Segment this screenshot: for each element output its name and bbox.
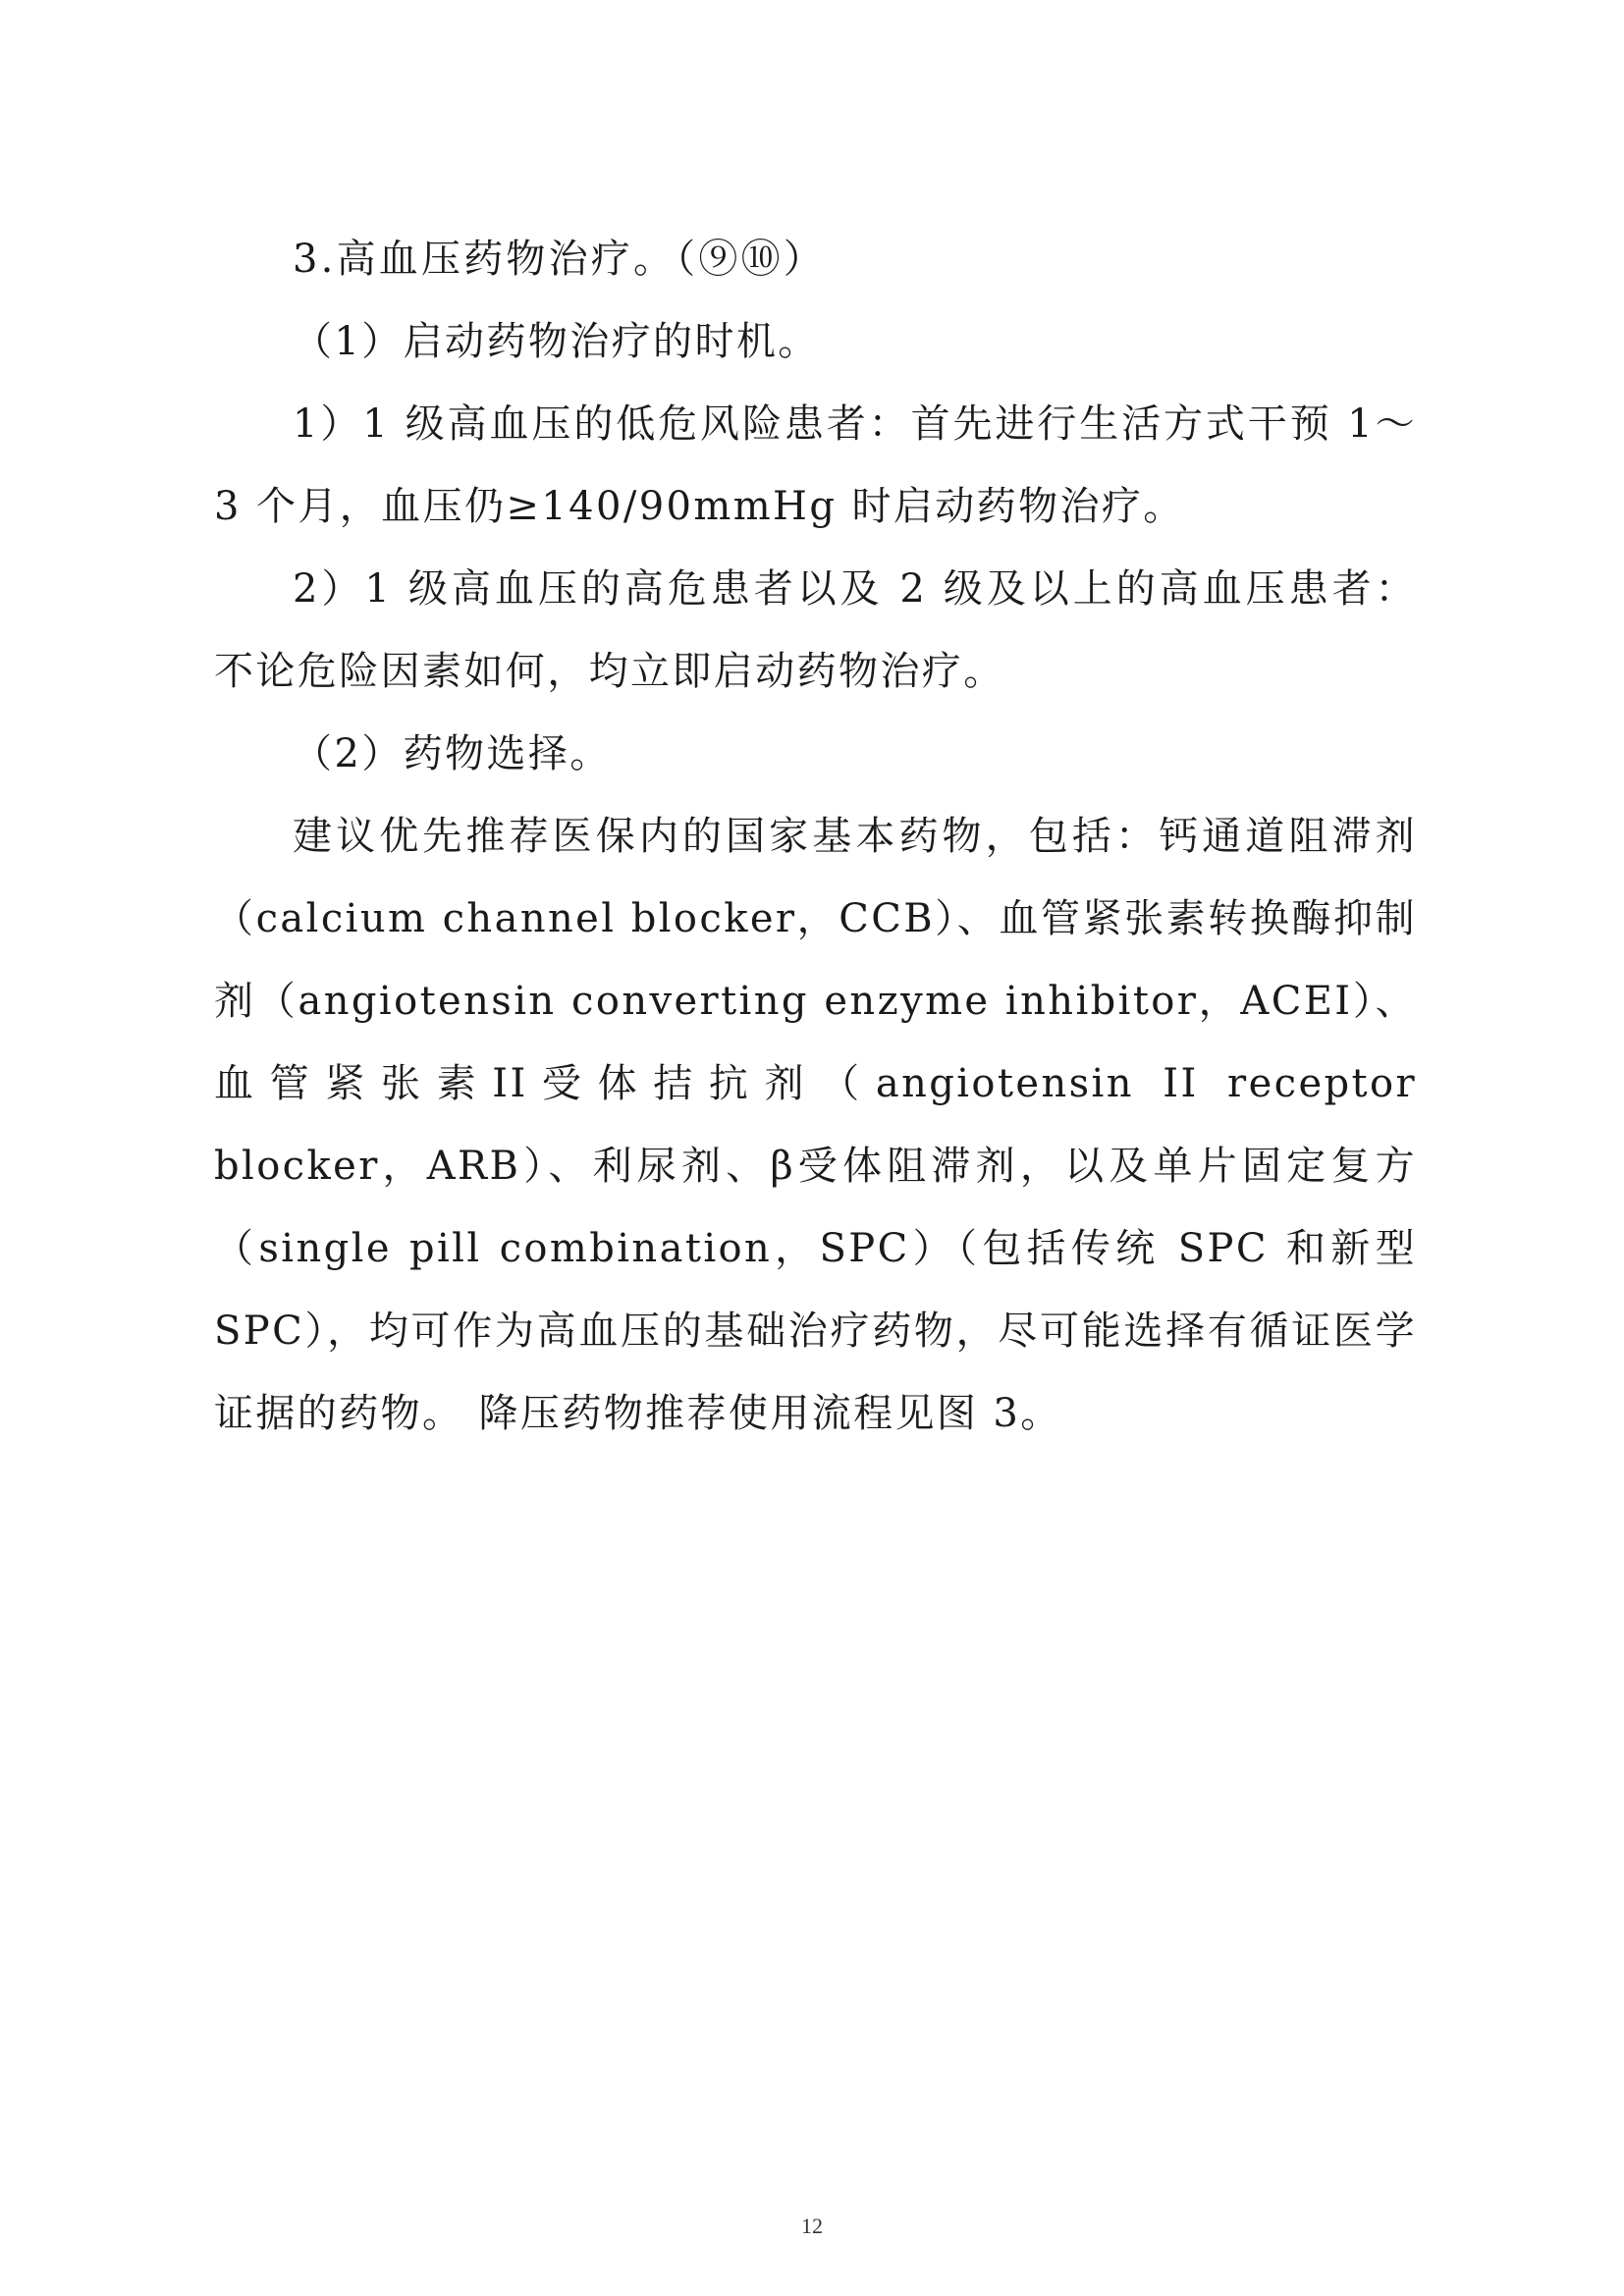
section-heading: 3.高血压药物治疗。（⑨⑩）	[293, 237, 826, 282]
subsection-heading-drug-selection: （2）药物选择。	[293, 731, 612, 776]
paragraph-high-risk: 2）1 级高血压的高危患者以及 2 级及以上的高血压患者：不论危险因素如何，均立即启动药物治疗。	[214, 566, 1417, 694]
page-number: 12	[801, 2214, 823, 2238]
subsection-heading-timing: （1）启动药物治疗的时机。	[293, 319, 820, 364]
paragraph-low-risk: 1）1 级高血压的低危风险患者：首先进行生活方式干预 1～3 个月，血压仍≥140/90mmHg 时启动药物治疗。	[214, 401, 1417, 529]
paragraph-drug-recommendation: 建议优先推荐医保内的国家基本药物，包括：钙通道阻滞剂（calcium channel blocker，CCB）、血管紧张素转换酶抑制剂（angiotensin converting enzyme inhibitor，ACEI）、血管紧张素II受体拮抗剂（angiotensin II receptor blocker，ARB）、利尿剂、β受体阻滞剂，以及单片固定复方（single pill combination，SPC）（包括传统 SPC 和新型 SPC），均可作为高血压的基础治疗药物，尽可能选择有循证医学证据的药物。 降压药物推荐使用流程见图 3。	[214, 814, 1417, 1436]
page-body	[214, 218, 1417, 1455]
